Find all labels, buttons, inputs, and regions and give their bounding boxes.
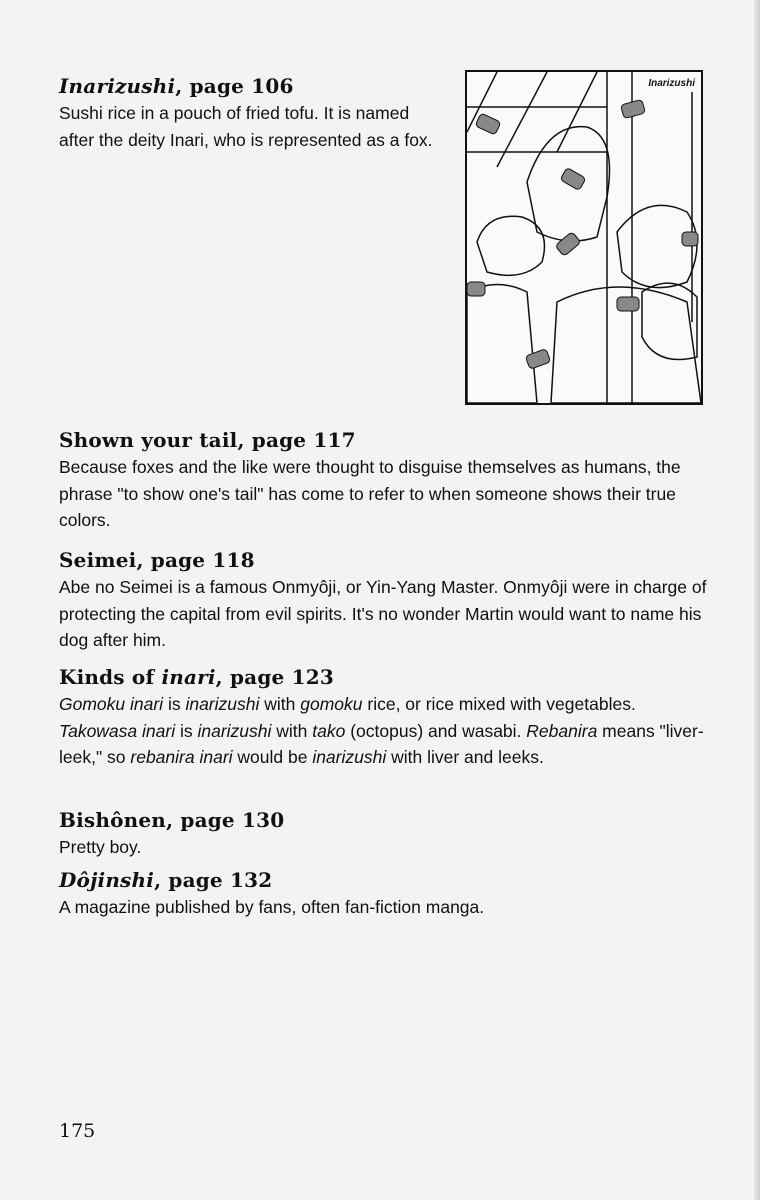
- entry-body: Because foxes and the like were thought to disguise themselves as humans, the phrase "to show one's tail" has come to refer to when someone shows their true colors.: [59, 457, 681, 530]
- glossary-entry-bishonen: [59, 806, 709, 861]
- body-text: with: [259, 694, 301, 714]
- glossary-entry-seimei: [59, 546, 709, 654]
- entry-page: page 123: [230, 665, 334, 689]
- body-text: would be: [232, 747, 313, 767]
- body-italic: gomoku: [300, 694, 363, 714]
- body-italic: inarizushi: [185, 694, 260, 714]
- entry-body: Sushi rice in a pouch of fried tofu. It is named after the deity Inari, who is represented as a fox.: [59, 103, 433, 150]
- entry-page: page 130: [180, 808, 285, 832]
- glossary-entry-shown-your-tail: [59, 426, 709, 534]
- entry-page: page 117: [251, 428, 356, 452]
- illustration-caption: Inarizushi: [648, 78, 695, 89]
- glossary-entry-inarizushi: [59, 72, 439, 153]
- glossary-entry-kinds-of-inari: [59, 663, 709, 771]
- entry-heading: Inarizushi, page 106: [59, 74, 294, 98]
- entry-term: Seimei: [59, 548, 137, 572]
- body-italic: rebanira inari: [130, 747, 233, 767]
- entry-body: [59, 691, 709, 771]
- page-edge: [754, 0, 760, 1200]
- entry-term: Inarizushi: [59, 74, 176, 98]
- body-italic: Takowasa inari: [59, 720, 176, 741]
- body-text: rice, or rice mixed with vegetables.: [362, 694, 636, 714]
- glossary-entry-dojinshi: [59, 866, 709, 921]
- entry-page: page 132: [168, 868, 273, 892]
- entry-heading: Bishônen, page 130: [59, 808, 285, 832]
- body-text: is: [175, 720, 198, 741]
- body-text: (octopus) and wasabi.: [345, 720, 527, 741]
- body-text: with: [271, 720, 313, 741]
- entry-body: Pretty boy.: [59, 837, 142, 857]
- body-italic: inarizushi: [312, 747, 387, 767]
- body-text: with liver and leeks.: [386, 747, 544, 767]
- body-text: is: [163, 694, 186, 714]
- entry-term: Kinds of: [59, 665, 162, 689]
- entry-term: Shown your tail: [59, 428, 238, 452]
- entry-term: Dôjinshi: [59, 868, 155, 892]
- page-number: 175: [59, 1120, 96, 1142]
- entry-page: page 106: [189, 74, 294, 98]
- body-italic: inarizushi: [197, 720, 272, 741]
- body-italic: Rebanira: [526, 720, 598, 741]
- body-italic: tako: [312, 720, 346, 741]
- entry-body: A magazine published by fans, often fan-fiction manga.: [59, 897, 485, 917]
- entry-heading: Dôjinshi, page 132: [59, 868, 273, 892]
- entry-heading: Seimei, page 118: [59, 548, 255, 572]
- entry-heading: Kinds of inari, page 123: [59, 665, 334, 689]
- entry-term-italic: inari: [161, 665, 216, 689]
- body-italic: Gomoku inari: [59, 694, 164, 714]
- entry-term: Bishônen: [59, 808, 167, 832]
- manga-drawing: [467, 72, 701, 403]
- entry-heading: Shown your tail, page 117: [59, 428, 356, 452]
- entry-body: Abe no Seimei is a famous Onmyôji, or Yin-Yang Master. Onmyôji were in charge of protecting the capital from evil spirits. It's no wonder Martin would want to name his dog after him.: [59, 577, 707, 650]
- entry-page: page 118: [150, 548, 255, 572]
- manga-panel-illustration: [465, 70, 703, 405]
- body-text: means "liver-leek," so: [59, 720, 704, 767]
